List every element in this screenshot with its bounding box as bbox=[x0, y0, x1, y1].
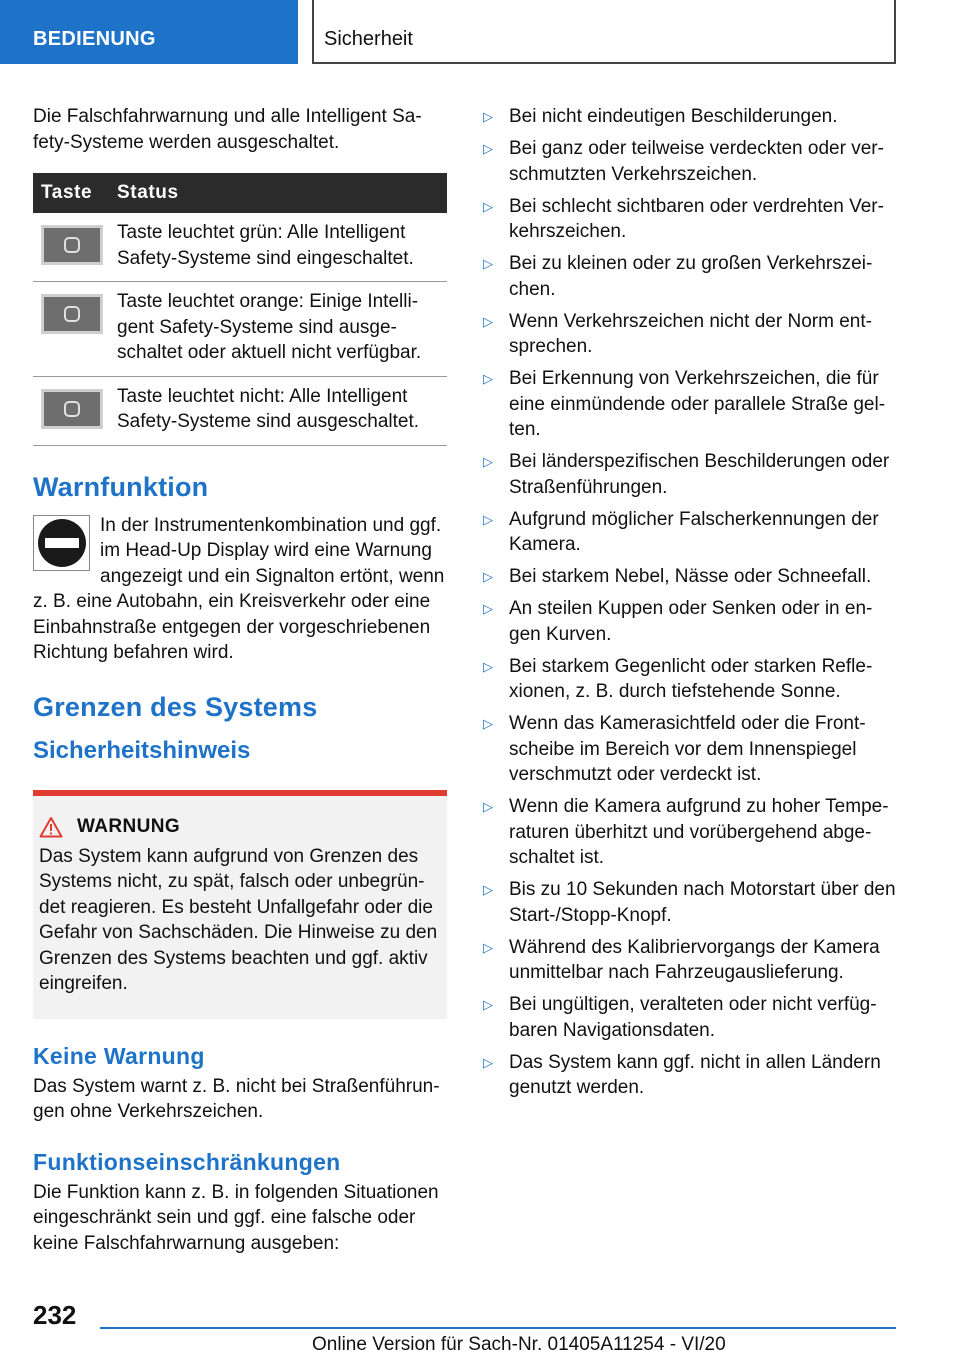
list-item-text: Aufgrund möglicher Falscherkennungen der Kamera. bbox=[509, 508, 879, 555]
triangle-bullet-icon: ▷ bbox=[483, 198, 493, 214]
table-cell-icon bbox=[33, 282, 109, 377]
warning-text: Das System kann aufgrund von Grenzen des Systems nicht, zu spät, falsch oder unbegründet reagieren. Es besteht Unfallgefahr oder die Gefahr von Sachschäden. Die Hinweise zu den Grenzen des Systems beachten und ggf. aktiv eingreifen. bbox=[39, 845, 438, 994]
list-item-text: Bei Erkennung von Verkehrszeichen, die für eine einmündende oder parallele Straße gelten. bbox=[509, 368, 886, 440]
list-item bbox=[481, 992, 896, 1043]
list-item-text: Wenn die Kamera aufgrund zu hoher Temperaturen überhitzt und vorübergehend abgeschaltet ist. bbox=[509, 796, 889, 868]
keine-warnung-text: Das System warnt z. B. nicht bei Straßenführungen ohne Verkehrszeichen. bbox=[33, 1075, 440, 1122]
triangle-bullet-icon: ▷ bbox=[483, 799, 493, 814]
triangle-bullet-icon: ▷ bbox=[483, 601, 493, 616]
table-cell-status: Taste leuchtet nicht: Alle Intelligent Safety-Systeme sind ausgeschaltet. bbox=[109, 376, 447, 445]
list-item bbox=[481, 564, 896, 590]
grenzen-heading: Grenzen des Systems bbox=[33, 691, 318, 722]
funktionseinschraenkungen-heading: Funktionseinschränkungen bbox=[33, 1148, 341, 1175]
table-cell-icon bbox=[33, 213, 109, 282]
list-item-text: Bei starkem Gegenlicht oder starken Reflexionen, z. B. durch tiefstehende Sonne. bbox=[509, 655, 873, 702]
header-title: Sicherheit bbox=[324, 28, 413, 50]
list-item bbox=[481, 449, 896, 500]
list-item bbox=[481, 136, 896, 187]
page-number: 232 bbox=[33, 1300, 77, 1330]
key-status-table bbox=[33, 173, 447, 446]
triangle-bullet-icon: ▷ bbox=[483, 658, 493, 674]
list-item-text: Bei ungültigen, veralteten oder nicht verfügbaren Navigationsdaten. bbox=[509, 994, 877, 1041]
warning-header bbox=[39, 816, 441, 838]
list-item-text: Bis zu 10 Sekunden nach Motorstart über den Start-/Stopp-Knopf. bbox=[509, 879, 896, 926]
warnfunktion-block bbox=[33, 513, 447, 666]
list-item-text: Bei starkem Nebel, Nässe oder Schneefall. bbox=[509, 566, 872, 587]
triangle-bullet-icon: ▷ bbox=[483, 256, 493, 271]
list-item-text: Das System kann ggf. nicht in allen Ländern genutzt werden. bbox=[509, 1051, 881, 1098]
warnfunktion-text: In der Instrumentenkombination und ggf. im Head-Up Display wird eine Warnung angezeigt und ein Signalton ertönt, wenn z. B. eine Autobahn, ein Kreisverkehr oder eine Einbahnstraße entgegen der vorgeschriebenen Richtung befahren wird. bbox=[33, 514, 445, 663]
table-header-status: Status bbox=[109, 173, 447, 213]
triangle-bullet-icon: ▷ bbox=[483, 371, 493, 386]
list-item-text: Während des Kalibriervorgangs der Kamera unmittelbar nach Fahrzeugauslieferung. bbox=[509, 936, 880, 983]
list-item bbox=[481, 654, 896, 705]
list-item bbox=[481, 366, 896, 443]
list-item-text: An steilen Kuppen oder Senken oder in engen Kurven. bbox=[509, 598, 873, 645]
triangle-bullet-icon: ▷ bbox=[483, 939, 493, 955]
list-item-text: Bei schlecht sichtbaren oder verdrehten Verkehrszeichen. bbox=[509, 195, 884, 242]
intelligent-safety-button-icon bbox=[41, 294, 103, 334]
warning-label: WARNUNG bbox=[77, 815, 181, 837]
list-item bbox=[481, 877, 896, 928]
warnfunktion-heading: Warnfunktion bbox=[33, 471, 209, 502]
list-item bbox=[481, 104, 896, 130]
list-item bbox=[481, 194, 896, 245]
triangle-bullet-icon: ▷ bbox=[483, 511, 493, 527]
intelligent-safety-button-icon bbox=[41, 225, 103, 265]
list-item-text: Bei länderspezifischen Beschilderungen oder Straßenführungen. bbox=[509, 451, 890, 498]
warning-box bbox=[33, 790, 447, 1019]
keine-warnung-heading: Keine Warnung bbox=[33, 1042, 205, 1069]
warning-triangle-icon bbox=[39, 816, 63, 838]
list-item-text: Bei ganz oder teilweise verdeckten oder verschmutzten Verkehrszeichen. bbox=[509, 138, 884, 185]
intro-paragraph: Die Falschfahrwarnung und alle Intelligent Safety-Systeme werden ausgeschaltet. bbox=[33, 106, 422, 153]
triangle-bullet-icon: ▷ bbox=[483, 882, 493, 897]
list-item bbox=[481, 596, 896, 647]
list-item bbox=[481, 309, 896, 360]
funktionseinschraenkungen-text: Die Funktion kann z. B. in folgenden Situationen eingeschränkt sein und ggf. eine falsche oder keine Falschfahrwarnung ausgeben: bbox=[33, 1181, 439, 1254]
situation-list bbox=[481, 104, 896, 1101]
list-item-text: Wenn das Kamerasichtfeld oder die Frontscheibe im Bereich vor dem Innenspiegel verschmutzt oder verdeckt ist. bbox=[509, 713, 866, 785]
table-header-row bbox=[33, 173, 447, 213]
list-item bbox=[481, 507, 896, 558]
left-column bbox=[33, 104, 447, 1256]
list-item bbox=[481, 1050, 896, 1101]
list-item-text: Wenn Verkehrszeichen nicht der Norm entsprechen. bbox=[509, 310, 872, 357]
list-item-text: Bei zu kleinen oder zu großen Verkehrszeichen. bbox=[509, 253, 873, 300]
header-section-label: BEDIENUNG bbox=[33, 28, 156, 50]
table-row bbox=[33, 376, 447, 445]
triangle-bullet-icon: ▷ bbox=[483, 716, 493, 731]
intelligent-safety-button-icon bbox=[41, 389, 103, 429]
table-cell-status: Taste leuchtet orange: Einige Intelligent Safety-Systeme sind ausgeschaltet oder aktuell nicht verfügbar. bbox=[109, 282, 447, 377]
no-entry-sign-icon bbox=[33, 515, 90, 571]
triangle-bullet-icon: ▷ bbox=[483, 141, 493, 156]
triangle-bullet-icon: ▷ bbox=[483, 1054, 493, 1070]
table-cell-icon bbox=[33, 376, 109, 445]
triangle-bullet-icon: ▷ bbox=[483, 313, 493, 329]
table-row bbox=[33, 213, 447, 282]
triangle-bullet-icon: ▷ bbox=[483, 454, 493, 469]
right-column bbox=[481, 104, 896, 1107]
triangle-bullet-icon: ▷ bbox=[483, 997, 493, 1012]
list-item-text: Bei nicht eindeutigen Beschilderungen. bbox=[509, 106, 838, 127]
table-header-taste: Taste bbox=[33, 173, 109, 213]
list-item bbox=[481, 794, 896, 871]
list-item bbox=[481, 251, 896, 302]
table-row bbox=[33, 282, 447, 377]
sicherheitshinweis-heading: Sicherheitshinweis bbox=[33, 736, 251, 764]
triangle-bullet-icon: ▷ bbox=[483, 569, 493, 584]
list-item bbox=[481, 935, 896, 986]
table-cell-status: Taste leuchtet grün: Alle Intelligent Safety-Systeme sind eingeschaltet. bbox=[109, 213, 447, 282]
triangle-bullet-icon: ▷ bbox=[483, 109, 493, 124]
footer-online-version: Online Version für Sach-Nr. 01405A11254 - VI/20 bbox=[312, 1334, 726, 1355]
footer-divider bbox=[100, 1327, 896, 1329]
list-item bbox=[481, 711, 896, 788]
